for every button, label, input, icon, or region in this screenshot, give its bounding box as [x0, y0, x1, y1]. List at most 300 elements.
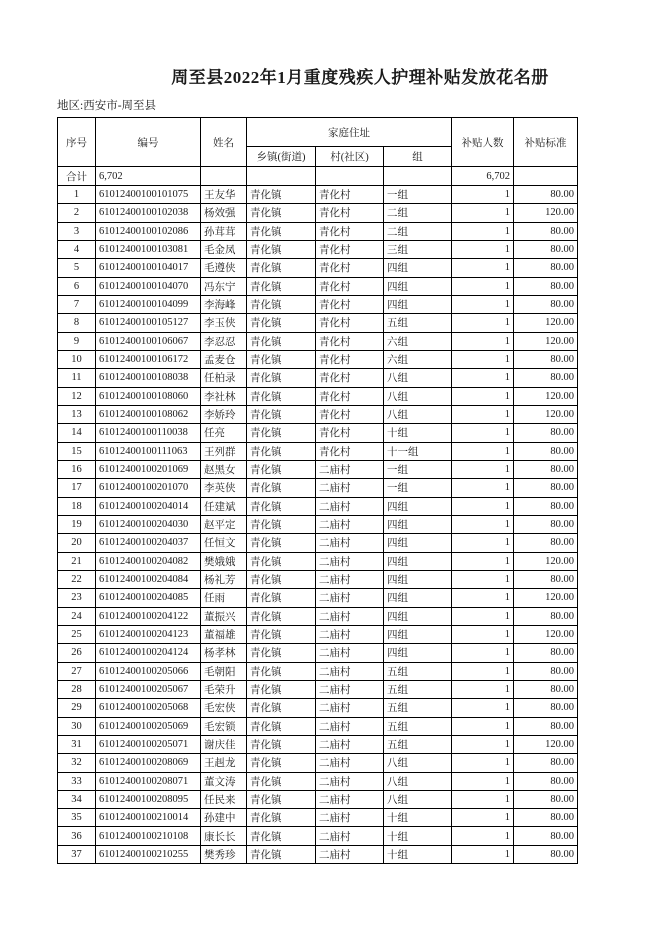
cell-name: 董振兴: [201, 607, 247, 625]
cell-town: 青化镇: [247, 827, 316, 845]
cell-group: 四组: [384, 295, 452, 313]
cell-group: 三组: [384, 240, 452, 258]
cell-name: 李玉侠: [201, 314, 247, 332]
cell-town: 青化镇: [247, 515, 316, 533]
table-row: [58, 332, 578, 350]
cell-name: 樊娥娥: [201, 552, 247, 570]
cell-serial: 19: [58, 515, 96, 533]
cell-count: 1: [452, 369, 514, 387]
table-row: [58, 405, 578, 423]
cell-standard: 80.00: [514, 699, 578, 717]
cell-count: 1: [452, 534, 514, 552]
cell-village: 青化村: [316, 424, 384, 442]
header-standard: 补贴标准: [514, 118, 578, 167]
cell-village: 二庙村: [316, 827, 384, 845]
cell-serial: 31: [58, 735, 96, 753]
cell-count: 1: [452, 735, 514, 753]
roster-table: [57, 117, 578, 864]
cell-town: 青化镇: [247, 186, 316, 204]
table-row: [58, 754, 578, 772]
cell-group: 五组: [384, 735, 452, 753]
cell-serial: 9: [58, 332, 96, 350]
cell-group: 十组: [384, 827, 452, 845]
cell-town: 青化镇: [247, 295, 316, 313]
cell-id: 61012400100103081: [96, 240, 201, 258]
table-row: [58, 387, 578, 405]
cell-group: 四组: [384, 570, 452, 588]
cell-count: 1: [452, 589, 514, 607]
cell-id: 61012400100204037: [96, 534, 201, 552]
cell-serial: 23: [58, 589, 96, 607]
cell-group: 八组: [384, 405, 452, 423]
cell-town: 青化镇: [247, 845, 316, 863]
cell-id: 61012400100204123: [96, 625, 201, 643]
cell-count: 1: [452, 809, 514, 827]
cell-count: 1: [452, 772, 514, 790]
cell-town: 青化镇: [247, 662, 316, 680]
cell-serial: 12: [58, 387, 96, 405]
cell-standard: 80.00: [514, 350, 578, 368]
cell-group: 十组: [384, 809, 452, 827]
cell-group: 六组: [384, 350, 452, 368]
totals-village-empty: [316, 167, 384, 186]
cell-serial: 18: [58, 497, 96, 515]
cell-serial: 4: [58, 240, 96, 258]
cell-standard: 80.00: [514, 607, 578, 625]
cell-standard: 80.00: [514, 790, 578, 808]
cell-group: 八组: [384, 387, 452, 405]
table-row: [58, 772, 578, 790]
cell-group: 十组: [384, 424, 452, 442]
cell-id: 61012400100101075: [96, 186, 201, 204]
cell-id: 61012400100106172: [96, 350, 201, 368]
table-row: [58, 314, 578, 332]
cell-group: 八组: [384, 772, 452, 790]
cell-standard: 80.00: [514, 460, 578, 478]
cell-town: 青化镇: [247, 204, 316, 222]
totals-id: 6,702: [96, 167, 201, 186]
cell-standard: 120.00: [514, 625, 578, 643]
cell-count: 1: [452, 644, 514, 662]
table-row: [58, 534, 578, 552]
cell-count: 1: [452, 662, 514, 680]
cell-town: 青化镇: [247, 479, 316, 497]
cell-village: 二庙村: [316, 845, 384, 863]
cell-count: 1: [452, 186, 514, 204]
cell-name: 赵黑女: [201, 460, 247, 478]
cell-name: 冯东宁: [201, 277, 247, 295]
table-row: [58, 827, 578, 845]
cell-village: 青化村: [316, 332, 384, 350]
table-row: [58, 662, 578, 680]
cell-village: 二庙村: [316, 717, 384, 735]
totals-group-empty: [384, 167, 452, 186]
cell-village: 二庙村: [316, 589, 384, 607]
cell-town: 青化镇: [247, 497, 316, 515]
cell-name: 王友华: [201, 186, 247, 204]
cell-standard: 80.00: [514, 680, 578, 698]
cell-village: 青化村: [316, 442, 384, 460]
cell-name: 毛宏侠: [201, 699, 247, 717]
cell-group: 四组: [384, 644, 452, 662]
cell-standard: 120.00: [514, 204, 578, 222]
cell-serial: 16: [58, 460, 96, 478]
cell-standard: 80.00: [514, 497, 578, 515]
cell-count: 1: [452, 607, 514, 625]
cell-count: 1: [452, 405, 514, 423]
table-row: [58, 240, 578, 258]
table-row: [58, 644, 578, 662]
cell-village: 二庙村: [316, 699, 384, 717]
cell-serial: 22: [58, 570, 96, 588]
cell-group: 六组: [384, 332, 452, 350]
cell-serial: 27: [58, 662, 96, 680]
cell-group: 五组: [384, 699, 452, 717]
table-row: [58, 204, 578, 222]
cell-group: 五组: [384, 717, 452, 735]
cell-town: 青化镇: [247, 314, 316, 332]
cell-standard: 80.00: [514, 222, 578, 240]
cell-group: 二组: [384, 222, 452, 240]
cell-id: 61012400100204084: [96, 570, 201, 588]
table-row: [58, 479, 578, 497]
cell-id: 61012400100205067: [96, 680, 201, 698]
cell-town: 青化镇: [247, 222, 316, 240]
cell-town: 青化镇: [247, 570, 316, 588]
cell-name: 孙茸茸: [201, 222, 247, 240]
cell-name: 任柏录: [201, 369, 247, 387]
table-row: [58, 699, 578, 717]
header-town: 乡镇(街道): [247, 147, 316, 167]
cell-town: 青化镇: [247, 240, 316, 258]
cell-count: 1: [452, 570, 514, 588]
cell-standard: 80.00: [514, 259, 578, 277]
cell-name: 任雨: [201, 589, 247, 607]
cell-serial: 5: [58, 259, 96, 277]
cell-id: 61012400100110038: [96, 424, 201, 442]
cell-group: 八组: [384, 369, 452, 387]
cell-name: 王赳龙: [201, 754, 247, 772]
cell-standard: 80.00: [514, 277, 578, 295]
cell-village: 二庙村: [316, 625, 384, 643]
cell-group: 四组: [384, 589, 452, 607]
cell-id: 61012400100201069: [96, 460, 201, 478]
cell-standard: 80.00: [514, 186, 578, 204]
cell-name: 任建斌: [201, 497, 247, 515]
cell-name: 李忍忍: [201, 332, 247, 350]
cell-id: 61012400100108060: [96, 387, 201, 405]
cell-name: 毛朝阳: [201, 662, 247, 680]
cell-village: 二庙村: [316, 534, 384, 552]
table-row: [58, 350, 578, 368]
cell-id: 61012400100210014: [96, 809, 201, 827]
cell-id: 61012400100104099: [96, 295, 201, 313]
cell-village: 二庙村: [316, 607, 384, 625]
header-row-top: [58, 118, 578, 147]
cell-count: 1: [452, 222, 514, 240]
cell-serial: 7: [58, 295, 96, 313]
cell-count: 1: [452, 717, 514, 735]
cell-id: 61012400100208071: [96, 772, 201, 790]
cell-town: 青化镇: [247, 809, 316, 827]
totals-name-empty: [201, 167, 247, 186]
table-row: [58, 222, 578, 240]
cell-count: 1: [452, 790, 514, 808]
cell-group: 一组: [384, 186, 452, 204]
totals-town-empty: [247, 167, 316, 186]
cell-id: 61012400100104070: [96, 277, 201, 295]
cell-group: 五组: [384, 680, 452, 698]
cell-village: 二庙村: [316, 735, 384, 753]
cell-count: 1: [452, 625, 514, 643]
cell-town: 青化镇: [247, 534, 316, 552]
cell-village: 二庙村: [316, 552, 384, 570]
cell-name: 任亮: [201, 424, 247, 442]
cell-town: 青化镇: [247, 625, 316, 643]
cell-count: 1: [452, 699, 514, 717]
header-serial: 序号: [58, 118, 96, 167]
totals-label: 合计: [58, 167, 96, 186]
cell-standard: 80.00: [514, 570, 578, 588]
cell-id: 61012400100108062: [96, 405, 201, 423]
cell-village: 青化村: [316, 277, 384, 295]
totals-row: [58, 167, 578, 186]
table-row: [58, 295, 578, 313]
cell-serial: 29: [58, 699, 96, 717]
cell-count: 1: [452, 479, 514, 497]
cell-village: 青化村: [316, 240, 384, 258]
cell-id: 61012400100204085: [96, 589, 201, 607]
cell-village: 青化村: [316, 259, 384, 277]
cell-village: 二庙村: [316, 497, 384, 515]
cell-name: 康长长: [201, 827, 247, 845]
cell-village: 二庙村: [316, 809, 384, 827]
cell-village: 二庙村: [316, 570, 384, 588]
cell-group: 一组: [384, 460, 452, 478]
cell-serial: 28: [58, 680, 96, 698]
cell-standard: 120.00: [514, 735, 578, 753]
cell-serial: 10: [58, 350, 96, 368]
table-row: [58, 589, 578, 607]
cell-name: 任民来: [201, 790, 247, 808]
cell-count: 1: [452, 332, 514, 350]
cell-standard: 80.00: [514, 662, 578, 680]
cell-town: 青化镇: [247, 589, 316, 607]
cell-standard: 80.00: [514, 827, 578, 845]
cell-serial: 24: [58, 607, 96, 625]
table-row: [58, 625, 578, 643]
cell-town: 青化镇: [247, 460, 316, 478]
region-label: 地区:西安市-周至县: [57, 100, 157, 112]
cell-name: 杨效强: [201, 204, 247, 222]
cell-standard: 80.00: [514, 479, 578, 497]
cell-standard: 120.00: [514, 405, 578, 423]
cell-id: 61012400100210108: [96, 827, 201, 845]
cell-serial: 32: [58, 754, 96, 772]
header-group: 组: [384, 147, 452, 167]
cell-group: 八组: [384, 790, 452, 808]
cell-standard: 120.00: [514, 387, 578, 405]
cell-standard: 80.00: [514, 717, 578, 735]
cell-group: 一组: [384, 479, 452, 497]
page-title: 周至县2022年1月重度残疾人护理补贴发放花名册: [171, 68, 549, 87]
cell-name: 李海峰: [201, 295, 247, 313]
cell-id: 61012400100102038: [96, 204, 201, 222]
cell-group: 五组: [384, 314, 452, 332]
cell-standard: 80.00: [514, 442, 578, 460]
cell-count: 1: [452, 460, 514, 478]
cell-standard: 120.00: [514, 314, 578, 332]
cell-village: 二庙村: [316, 754, 384, 772]
cell-village: 二庙村: [316, 479, 384, 497]
cell-town: 青化镇: [247, 735, 316, 753]
cell-village: 二庙村: [316, 790, 384, 808]
table-row: [58, 717, 578, 735]
cell-id: 61012400100210255: [96, 845, 201, 863]
cell-town: 青化镇: [247, 717, 316, 735]
cell-group: 四组: [384, 607, 452, 625]
cell-standard: 80.00: [514, 369, 578, 387]
cell-standard: 120.00: [514, 552, 578, 570]
cell-town: 青化镇: [247, 350, 316, 368]
cell-town: 青化镇: [247, 277, 316, 295]
cell-id: 61012400100102086: [96, 222, 201, 240]
roster-rows: [58, 186, 578, 864]
cell-count: 1: [452, 515, 514, 533]
table-row: [58, 460, 578, 478]
cell-town: 青化镇: [247, 405, 316, 423]
cell-serial: 11: [58, 369, 96, 387]
cell-group: 四组: [384, 497, 452, 515]
cell-serial: 2: [58, 204, 96, 222]
cell-count: 1: [452, 845, 514, 863]
header-count: 补贴人数: [452, 118, 514, 167]
totals-count: 6,702: [452, 167, 514, 186]
cell-id: 61012400100105127: [96, 314, 201, 332]
cell-name: 孙建中: [201, 809, 247, 827]
cell-id: 61012400100111063: [96, 442, 201, 460]
table-row: [58, 442, 578, 460]
cell-count: 1: [452, 314, 514, 332]
cell-standard: 80.00: [514, 772, 578, 790]
cell-count: 1: [452, 424, 514, 442]
cell-serial: 14: [58, 424, 96, 442]
cell-name: 任恒文: [201, 534, 247, 552]
cell-village: 二庙村: [316, 680, 384, 698]
table-row: [58, 845, 578, 863]
cell-count: 1: [452, 295, 514, 313]
cell-id: 61012400100204124: [96, 644, 201, 662]
cell-village: 二庙村: [316, 515, 384, 533]
cell-count: 1: [452, 350, 514, 368]
header-id: 编号: [96, 118, 201, 167]
cell-standard: 80.00: [514, 534, 578, 552]
cell-name: 孟麦仓: [201, 350, 247, 368]
table-row: [58, 735, 578, 753]
cell-id: 61012400100205068: [96, 699, 201, 717]
cell-group: 四组: [384, 534, 452, 552]
cell-town: 青化镇: [247, 790, 316, 808]
cell-town: 青化镇: [247, 552, 316, 570]
cell-group: 四组: [384, 515, 452, 533]
cell-group: 十组: [384, 845, 452, 863]
cell-serial: 15: [58, 442, 96, 460]
cell-village: 青化村: [316, 405, 384, 423]
cell-serial: 35: [58, 809, 96, 827]
cell-town: 青化镇: [247, 607, 316, 625]
table-row: [58, 277, 578, 295]
cell-village: 青化村: [316, 314, 384, 332]
cell-group: 四组: [384, 277, 452, 295]
cell-town: 青化镇: [247, 699, 316, 717]
cell-serial: 1: [58, 186, 96, 204]
cell-town: 青化镇: [247, 680, 316, 698]
cell-town: 青化镇: [247, 387, 316, 405]
cell-id: 61012400100208095: [96, 790, 201, 808]
cell-count: 1: [452, 754, 514, 772]
table-row: [58, 680, 578, 698]
cell-town: 青化镇: [247, 644, 316, 662]
cell-serial: 30: [58, 717, 96, 735]
cell-count: 1: [452, 827, 514, 845]
cell-name: 毛荣升: [201, 680, 247, 698]
cell-count: 1: [452, 277, 514, 295]
table-row: [58, 497, 578, 515]
cell-name: 李娇玲: [201, 405, 247, 423]
cell-name: 董福雄: [201, 625, 247, 643]
header-village: 村(社区): [316, 147, 384, 167]
cell-group: 四组: [384, 625, 452, 643]
cell-town: 青化镇: [247, 442, 316, 460]
table-row: [58, 570, 578, 588]
cell-serial: 33: [58, 772, 96, 790]
cell-serial: 36: [58, 827, 96, 845]
table-row: [58, 552, 578, 570]
cell-serial: 34: [58, 790, 96, 808]
cell-name: 赵平定: [201, 515, 247, 533]
cell-group: 二组: [384, 204, 452, 222]
cell-id: 61012400100205071: [96, 735, 201, 753]
cell-village: 青化村: [316, 387, 384, 405]
cell-town: 青化镇: [247, 369, 316, 387]
table-row: [58, 809, 578, 827]
cell-name: 董文涛: [201, 772, 247, 790]
cell-name: 王列群: [201, 442, 247, 460]
cell-village: 青化村: [316, 350, 384, 368]
table-row: [58, 424, 578, 442]
cell-standard: 120.00: [514, 589, 578, 607]
cell-standard: 80.00: [514, 754, 578, 772]
cell-village: 青化村: [316, 186, 384, 204]
table-row: [58, 259, 578, 277]
cell-town: 青化镇: [247, 332, 316, 350]
cell-group: 八组: [384, 754, 452, 772]
cell-group: 五组: [384, 662, 452, 680]
cell-standard: 80.00: [514, 424, 578, 442]
cell-serial: 21: [58, 552, 96, 570]
cell-count: 1: [452, 497, 514, 515]
cell-id: 61012400100201070: [96, 479, 201, 497]
cell-serial: 6: [58, 277, 96, 295]
cell-village: 青化村: [316, 369, 384, 387]
cell-town: 青化镇: [247, 424, 316, 442]
cell-id: 61012400100104017: [96, 259, 201, 277]
cell-id: 61012400100106067: [96, 332, 201, 350]
cell-name: 谢庆佳: [201, 735, 247, 753]
cell-serial: 25: [58, 625, 96, 643]
cell-count: 1: [452, 442, 514, 460]
cell-town: 青化镇: [247, 754, 316, 772]
